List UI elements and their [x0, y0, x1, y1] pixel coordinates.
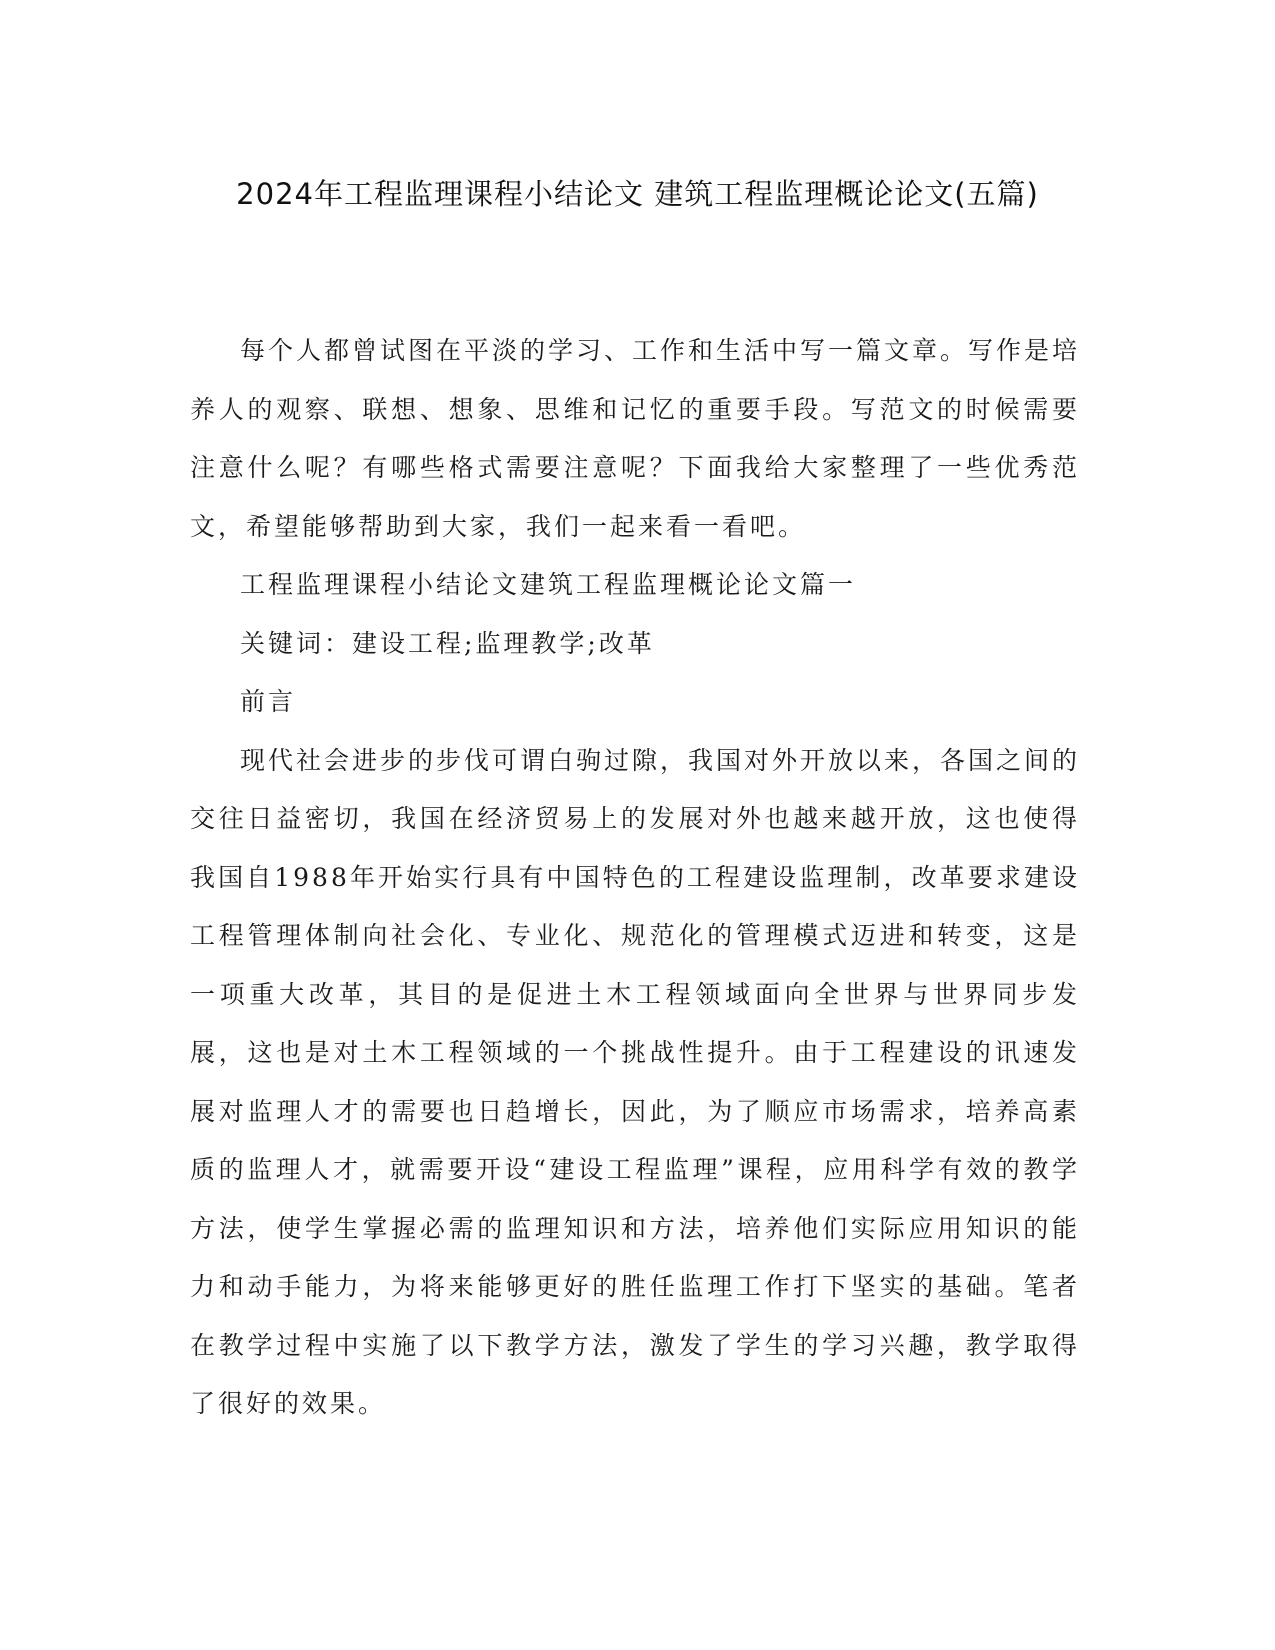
- intro-paragraph: 每个人都曾试图在平淡的学习、工作和生活中写一篇文章。写作是培养人的观察、联想、想象、思维和记忆的重要手段。写范文的时候需要注意什么呢？有哪些格式需要注意呢？下面我给大家整理了一些优秀范文，希望能够帮助到大家，我们一起来看一看吧。: [190, 336, 1081, 541]
- section-heading: 工程监理课程小结论文建筑工程监理概论论文篇一: [240, 570, 857, 599]
- keywords-line: 关键词：建设工程;监理教学;改革: [240, 628, 655, 658]
- preface-heading: 前言: [240, 687, 297, 716]
- document-title: 2024年工程监理课程小结论文 建筑工程监理概论论文(五篇): [236, 177, 1039, 211]
- document-body: [190, 322, 1080, 1434]
- body-paragraph: 现代社会进步的步伐可谓白驹过隙，我国对外开放以来，各国之间的交往日益密切，我国在经济贸易上的发展对外也越来越开放，这也使得我国自1988年开始实行具有中国特色的工程建设监理制，改革要求建设工程管理体制向社会化、专业化、规范化的管理模式迈进和转变，这是一项重大改革，其目的是促进土木工程领域面向全世界与世界同步发展，这也是对土木工程领域的一个挑战性提升。由于工程建设的讯速发展对监理人才的需要也日趋增长，因此，为了顺应市场需求，培养高素质的监理人才，就需要开设“建设工程监理”课程，应用科学有效的教学方法，使学生掌握必需的监理知识和方法，培养他们实际应用知识的能力和动手能力，为将来能够更好的胜任监理工作打下坚实的基础。笔者在教学过程中实施了以下教学方法，激发了学生的学习兴趣，教学取得了很好的效果。: [190, 745, 1081, 1418]
